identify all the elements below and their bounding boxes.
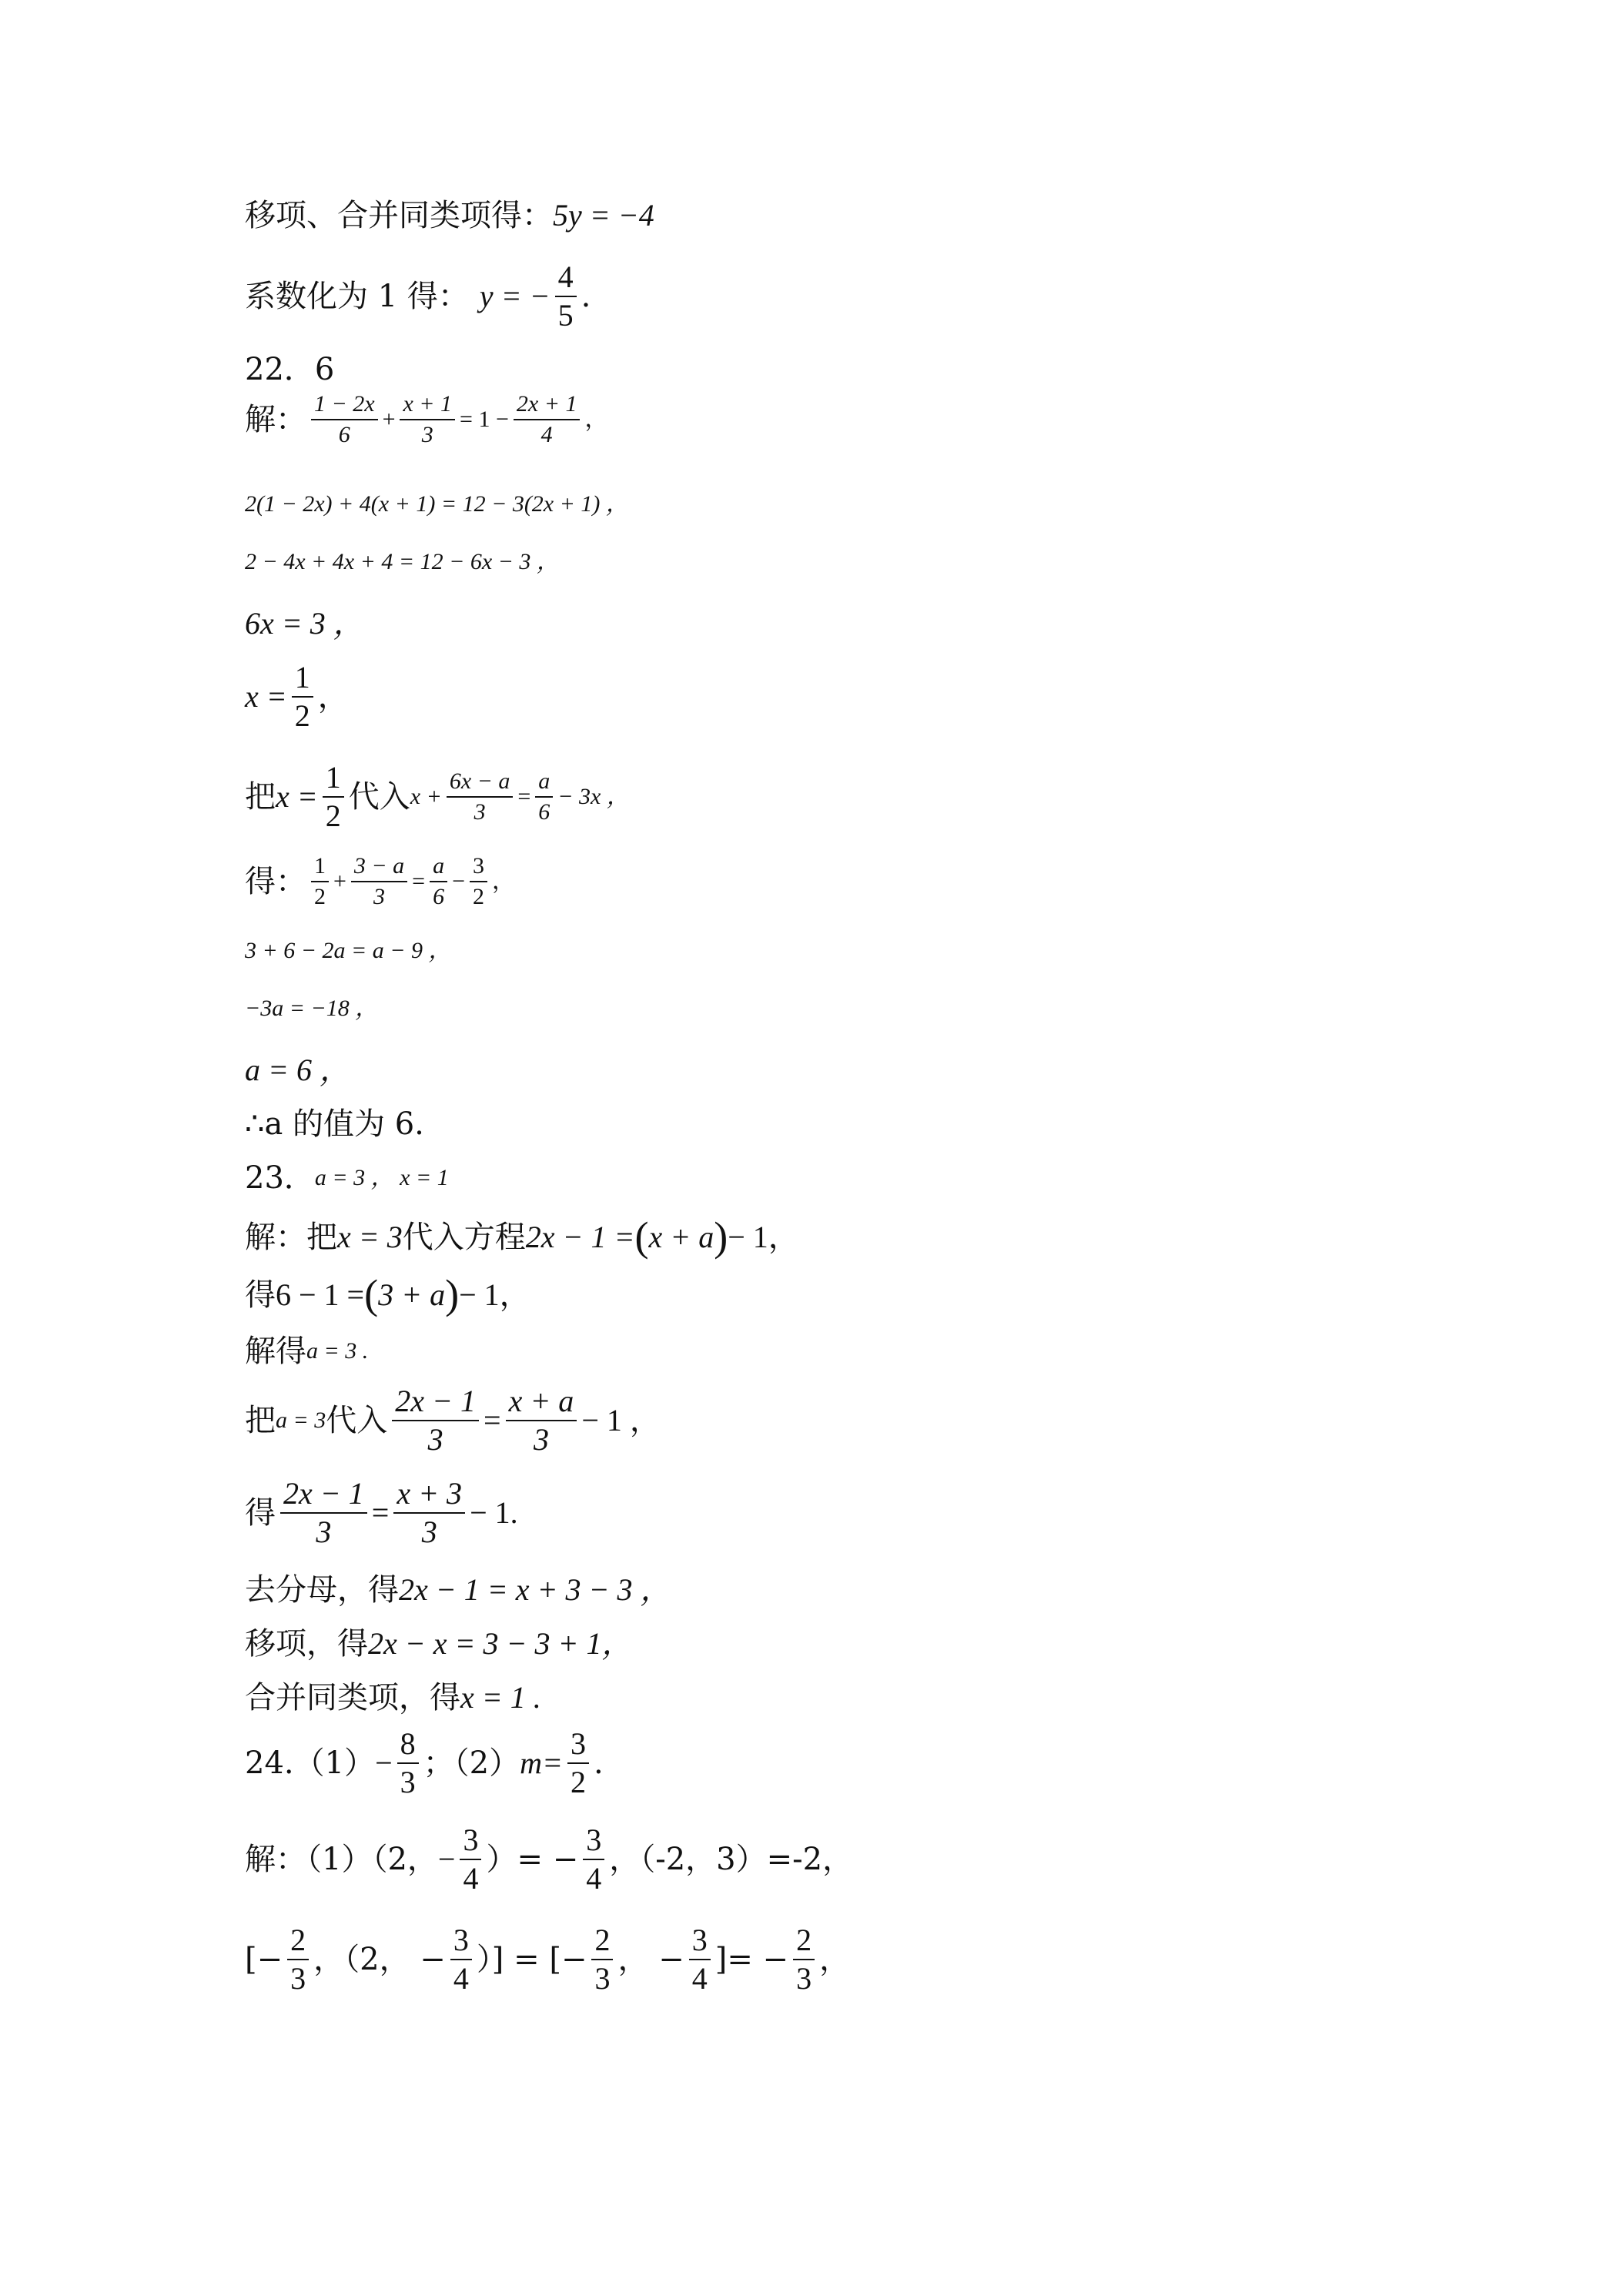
q22-line-6 xyxy=(245,762,630,832)
denominator: 3 xyxy=(290,1961,306,1996)
fraction xyxy=(287,1925,309,1994)
operator: = 1 − xyxy=(460,407,509,432)
denominator: 5 xyxy=(557,298,574,333)
fraction xyxy=(292,662,313,731)
fraction xyxy=(351,855,407,909)
answer: 22．6 xyxy=(245,352,335,387)
fraction xyxy=(535,770,553,824)
operator: = xyxy=(484,1403,501,1438)
label: 23． xyxy=(245,1160,315,1196)
denominator: 2 xyxy=(570,1765,586,1799)
text: ]= − xyxy=(714,1942,789,1977)
expr: x = 3 xyxy=(337,1219,403,1254)
equation-lhs: y = − xyxy=(479,279,550,313)
numerator: 3 xyxy=(470,855,487,882)
text: 把 xyxy=(245,1403,276,1438)
q22-line-4: 6x = 3 ， xyxy=(245,606,364,641)
denominator: 6 xyxy=(538,799,550,825)
denominator: 3 xyxy=(421,422,433,447)
q24-line-2 xyxy=(245,1925,850,1994)
text: ，（2， − xyxy=(313,1942,446,1977)
q23-line-4 xyxy=(245,1386,661,1455)
operator: = xyxy=(371,1495,390,1530)
numerator: 2x − 1 xyxy=(392,1386,479,1421)
denominator: 3 xyxy=(373,884,386,909)
operator: = xyxy=(412,869,426,894)
fraction xyxy=(555,259,577,333)
expr: − 1， xyxy=(728,1219,799,1254)
numerator: x + 3 xyxy=(393,1478,465,1514)
denominator: 4 xyxy=(463,1861,479,1896)
numerator: 3 xyxy=(450,1925,472,1960)
fraction xyxy=(393,1478,465,1548)
denominator: 3 xyxy=(594,1961,611,1996)
operator: − xyxy=(375,1745,393,1780)
numerator: 1 xyxy=(311,855,329,882)
fraction xyxy=(793,1925,815,1994)
operator: − xyxy=(452,869,466,894)
fraction xyxy=(567,1726,589,1799)
text: ；（2） xyxy=(423,1745,520,1781)
period: . xyxy=(593,1745,604,1781)
numerator: 3 xyxy=(460,1825,481,1860)
text: 移项、合并同类项得： xyxy=(245,198,553,233)
text: ）] = [− xyxy=(476,1942,587,1977)
numerator: x + 1 xyxy=(400,393,455,420)
numerator: 1 xyxy=(323,762,344,798)
q23-line-3 xyxy=(245,1336,368,1367)
denominator: 3 xyxy=(421,1514,437,1549)
expr: a = 3 . xyxy=(306,1338,369,1364)
line-1 xyxy=(245,200,654,231)
period: . xyxy=(581,279,591,314)
comma: ， xyxy=(584,406,608,433)
text: 解：把 xyxy=(245,1219,337,1255)
denominator: 4 xyxy=(540,422,553,447)
q24-line-1 xyxy=(245,1822,854,1896)
denominator: 4 xyxy=(586,1861,602,1896)
expr: − 1， xyxy=(459,1277,530,1312)
numerator: 8 xyxy=(397,1729,419,1764)
solution-label: 解： xyxy=(245,402,306,437)
q22-line-3: 2 − 4x + 4x + 4 = 12 − 6x − 3 ， xyxy=(245,549,560,574)
line-2 xyxy=(245,259,591,333)
expr: − 1. xyxy=(470,1495,518,1530)
numerator: 2 xyxy=(591,1925,613,1960)
operator: + xyxy=(333,869,346,894)
numerator: 3 − a xyxy=(351,855,407,882)
q23-line-1: 解：把 x = 3 代入方程 2x − 1 = ( x + a ) − 1， xyxy=(245,1213,799,1260)
denominator: 3 xyxy=(316,1514,332,1549)
equation: 5y = −4 xyxy=(553,198,654,233)
numerator: x + a xyxy=(506,1386,577,1421)
q22-line-2: 2(1 − 2x) + 4(x + 1) = 12 − 3(2x + 1) ， xyxy=(245,491,629,517)
q23-line-8 xyxy=(245,1682,541,1713)
expr: x + xyxy=(410,784,442,809)
expr: 2x − x = 3 − 3 + 1， xyxy=(368,1626,633,1661)
fraction xyxy=(591,1925,613,1994)
text: ）= − xyxy=(486,1842,579,1877)
numerator: a xyxy=(535,770,553,798)
comma: ， xyxy=(317,679,349,715)
expr: 3 + a xyxy=(378,1277,446,1312)
fraction xyxy=(392,1386,479,1455)
text: 代入 xyxy=(326,1403,388,1438)
comma: ， xyxy=(819,1942,851,1977)
denominator: 3 xyxy=(400,1765,416,1799)
expr: a = 3 xyxy=(276,1407,326,1433)
text: 解得 xyxy=(245,1334,306,1369)
q23-line-6 xyxy=(245,1572,671,1608)
q22-line-8: 3 + 6 − 2a = a − 9 ， xyxy=(245,938,452,963)
denominator: 3 xyxy=(427,1422,443,1457)
text: 移项，得 xyxy=(245,1626,368,1662)
fraction xyxy=(447,770,514,824)
numerator: 6x − a xyxy=(447,770,514,798)
numerator: 1 − 2x xyxy=(311,393,378,420)
q22-conclusion: ∴a 的值为 6. xyxy=(245,1106,424,1142)
text: 解：（1）（2， xyxy=(245,1842,438,1877)
q23-line-5 xyxy=(245,1478,518,1548)
fraction xyxy=(460,1822,481,1896)
fraction xyxy=(470,855,487,909)
numerator: 3 xyxy=(689,1925,711,1960)
denominator: 2 xyxy=(325,798,341,833)
operator: = xyxy=(517,784,531,809)
fraction xyxy=(506,1386,577,1455)
question-23-answer xyxy=(245,1160,449,1196)
expr: m= xyxy=(520,1745,563,1780)
expr: 6 − 1 = xyxy=(276,1277,365,1312)
expr: 2x − 1 = xyxy=(525,1219,635,1254)
answer: a = 3 ， x = 1 xyxy=(314,1165,449,1190)
numerator: a xyxy=(430,855,447,882)
numerator: 2 xyxy=(287,1925,309,1960)
numerator: 3 xyxy=(583,1825,604,1860)
numerator: 2x + 1 xyxy=(514,393,581,420)
question-22-answer xyxy=(245,354,334,385)
operator: + xyxy=(382,407,396,432)
q22-line-5 xyxy=(245,662,349,731)
comma: ， xyxy=(492,868,516,895)
text: 去分母，得 xyxy=(245,1572,399,1608)
fraction xyxy=(689,1925,711,1994)
q22-line-9: −3a = −18 ， xyxy=(245,996,379,1021)
text: 得 xyxy=(245,1495,276,1531)
fraction xyxy=(400,393,455,447)
q23-line-7 xyxy=(245,1626,633,1662)
numerator: 4 xyxy=(555,262,577,297)
fraction xyxy=(280,1478,367,1548)
denominator: 6 xyxy=(433,884,445,909)
denominator: 2 xyxy=(314,884,326,909)
numerator: 2x − 1 xyxy=(280,1478,367,1514)
text: 系数化为 1 得： xyxy=(245,279,469,314)
text: ， − xyxy=(617,1942,684,1977)
q22-line-10: a = 6 ， xyxy=(245,1053,350,1087)
question-24-answer xyxy=(245,1726,604,1799)
expr: x + a xyxy=(648,1219,714,1254)
lhs: x = xyxy=(245,679,287,714)
denominator: 6 xyxy=(338,422,350,447)
expr: − 1 ， xyxy=(581,1403,661,1438)
operator: − xyxy=(437,1842,456,1876)
text: 得： xyxy=(245,864,306,899)
fraction xyxy=(311,855,329,909)
denominator: 3 xyxy=(533,1422,549,1457)
text: ，（-2，3）=-2， xyxy=(609,1842,854,1877)
fraction xyxy=(430,855,447,909)
expr: 2x − 1 = x + 3 − 3 ， xyxy=(399,1572,671,1607)
numerator: 3 xyxy=(567,1729,589,1764)
numerator: 2 xyxy=(793,1925,815,1960)
numerator: 1 xyxy=(292,662,313,698)
fraction xyxy=(583,1822,604,1896)
text: [− xyxy=(245,1942,283,1977)
text: 把 xyxy=(245,779,276,815)
expr: − 3x ， xyxy=(557,784,630,809)
denominator: 4 xyxy=(691,1961,708,1996)
text: 合并同类项，得 xyxy=(245,1680,460,1715)
text: 得 xyxy=(245,1277,276,1313)
expr: x = 1 . xyxy=(460,1680,541,1715)
label: 24.（1） xyxy=(245,1745,376,1781)
q23-line-2: 得 6 − 1 = ( 3 + a ) − 1， xyxy=(245,1271,530,1317)
denominator: 2 xyxy=(473,884,485,909)
denominator: 2 xyxy=(294,698,310,733)
text: 代入 xyxy=(348,779,410,815)
fraction xyxy=(397,1726,419,1799)
fraction xyxy=(311,393,378,447)
denominator: 3 xyxy=(474,799,486,825)
expr: x = xyxy=(276,779,318,814)
fraction xyxy=(450,1925,472,1994)
q22-line-1 xyxy=(245,393,607,447)
denominator: 4 xyxy=(453,1961,469,1996)
text: 代入方程 xyxy=(402,1219,526,1255)
q22-line-7 xyxy=(245,855,515,909)
denominator: 3 xyxy=(796,1961,812,1996)
fraction xyxy=(323,762,344,832)
fraction xyxy=(514,393,581,447)
